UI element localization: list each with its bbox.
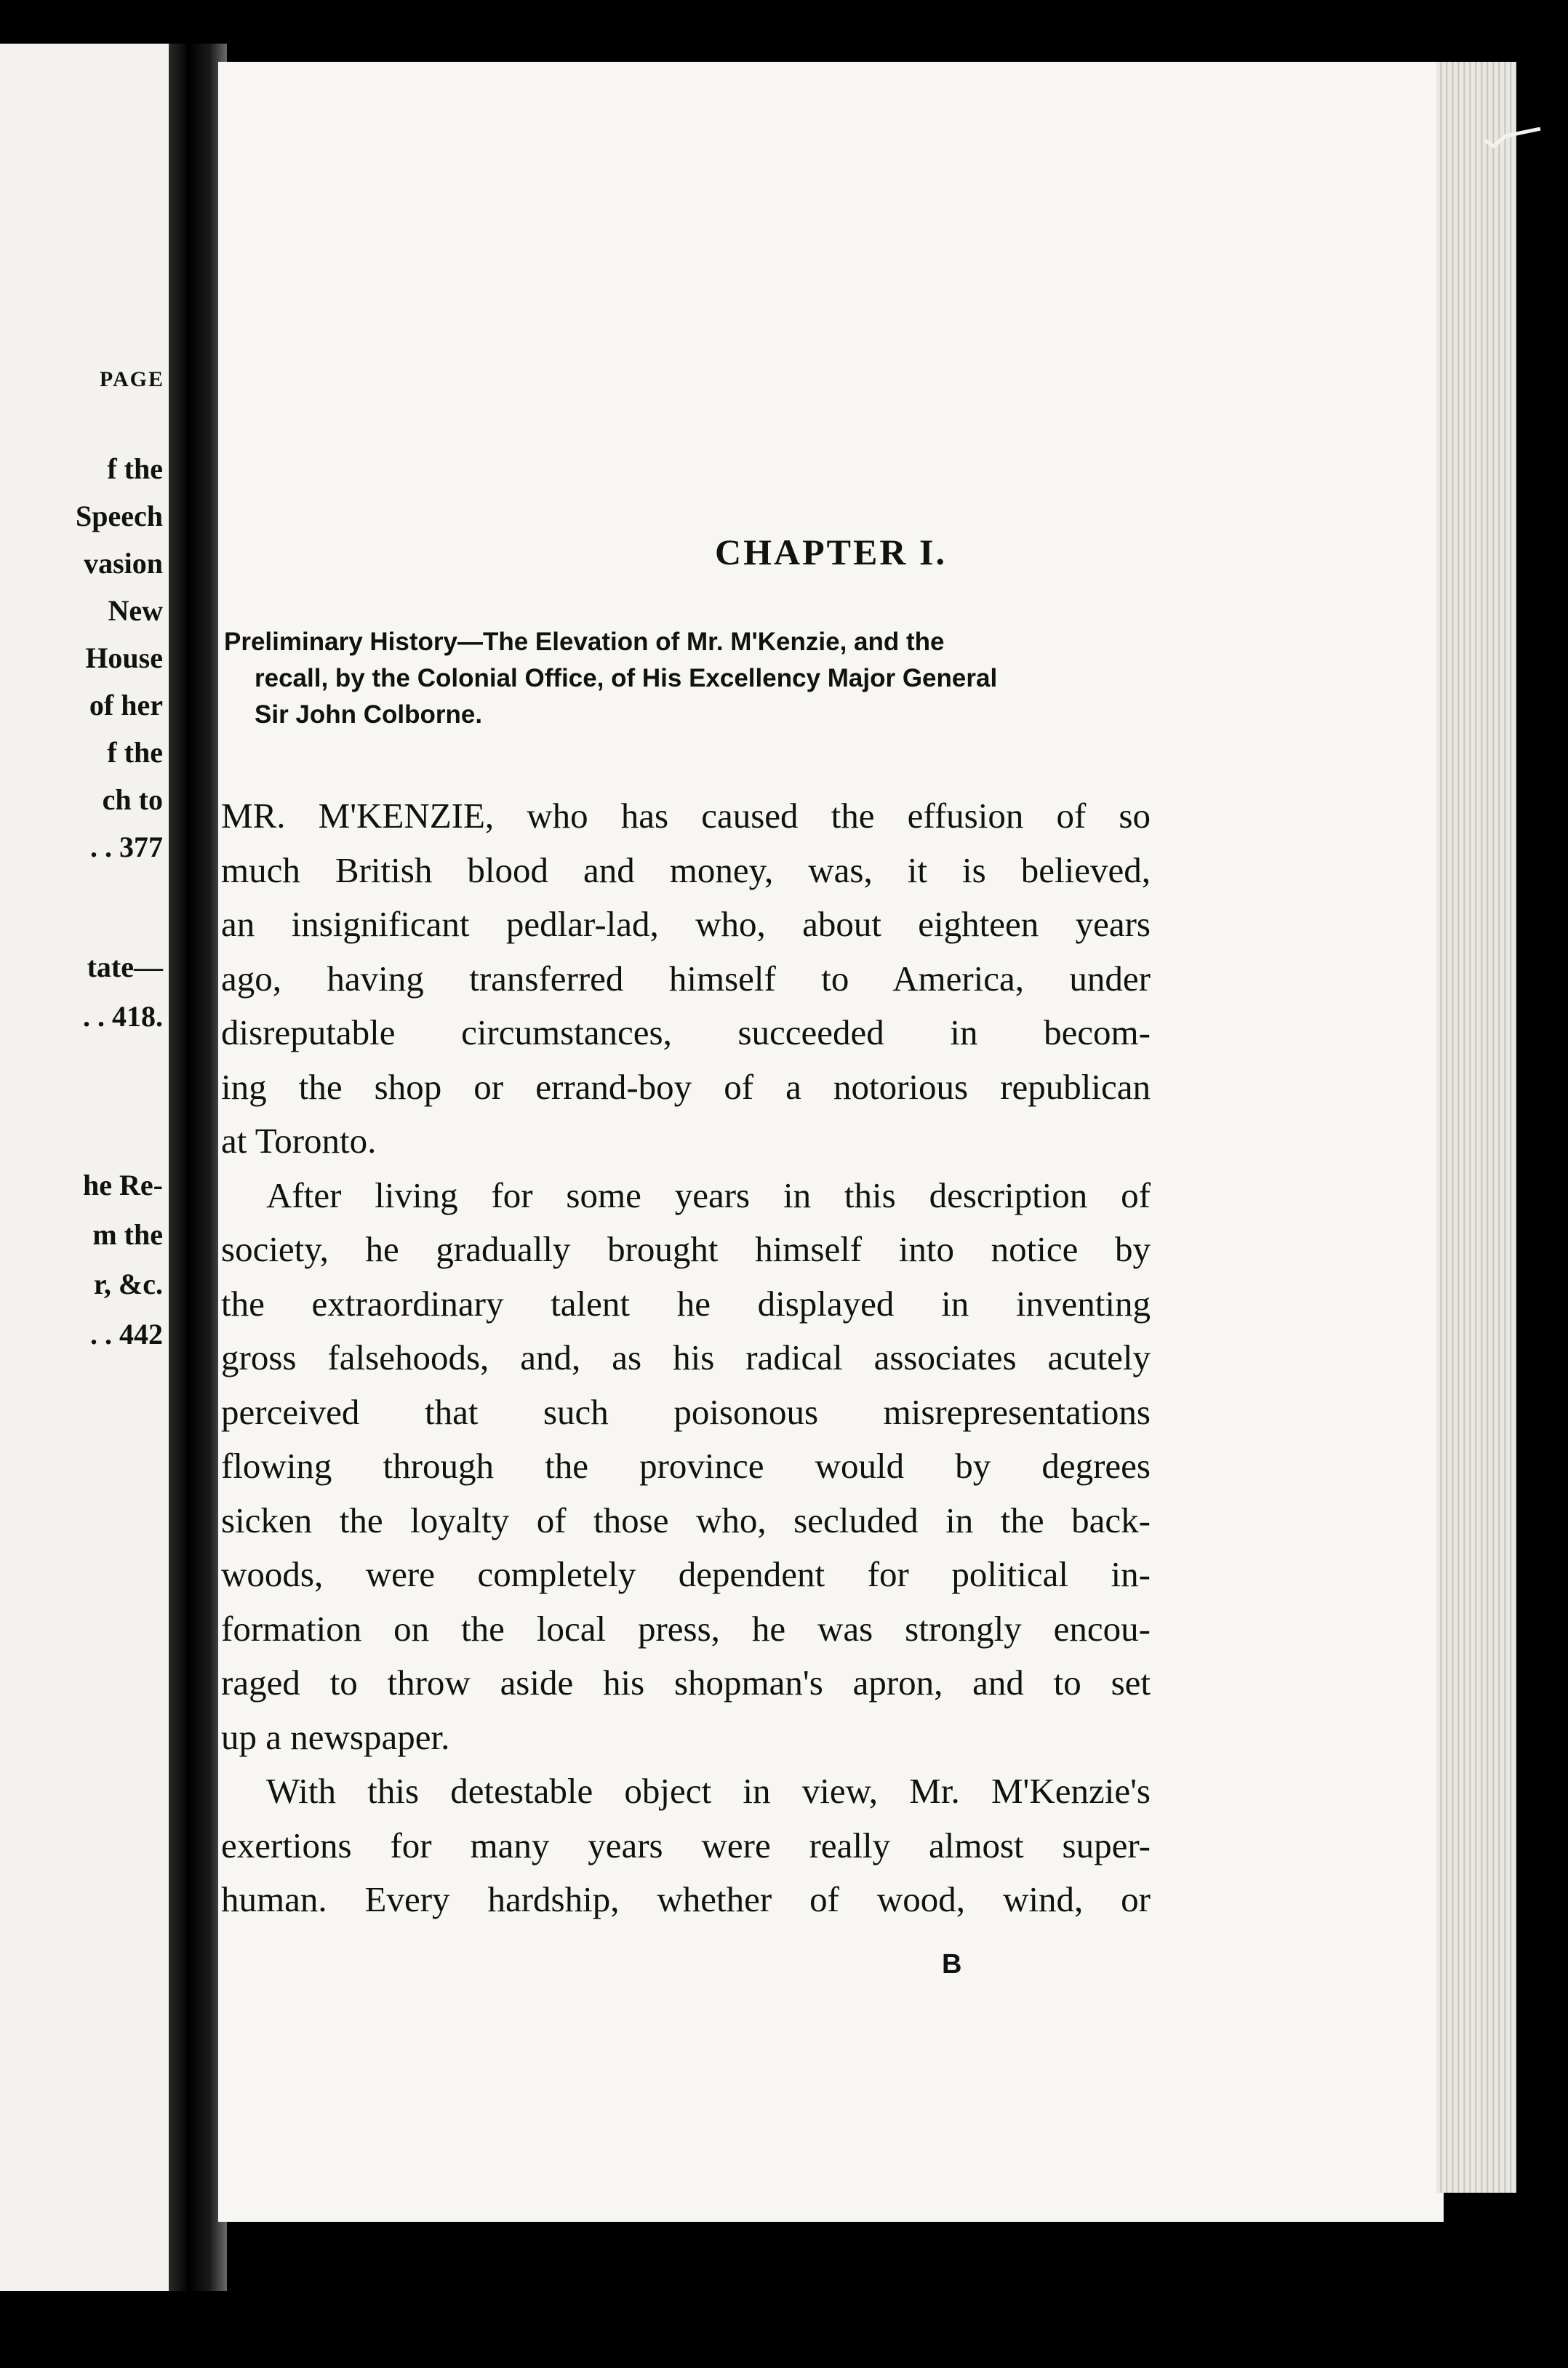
left-page-line: he Re- xyxy=(83,1169,163,1201)
paragraph-line: MR. M'KENZIE, who has caused the effusion of so xyxy=(221,796,1151,836)
page-column-header: PAGE xyxy=(99,367,164,391)
paragraph-line: much British blood and money, was, it is believed, xyxy=(221,849,1151,890)
chapter-heading: CHAPTER I. xyxy=(715,532,947,572)
left-page-line: f the xyxy=(107,736,163,769)
paragraph-line: With this detestable object in view, Mr. M'Kenzie's xyxy=(266,1771,1151,1811)
left-page-line: Speech xyxy=(76,500,163,532)
paragraph-line: After living for some years in this description of xyxy=(266,1175,1151,1215)
paragraph-line: formation on the local press, he was strongly encou- xyxy=(221,1608,1151,1649)
paragraph-line: ago, having transferred himself to America, under xyxy=(221,958,1151,999)
paragraph-line: an insignificant pedlar-lad, who, about eighteen years xyxy=(221,904,1151,944)
left-page-line: r, &c. xyxy=(93,1268,163,1300)
page-edges xyxy=(1436,62,1516,2193)
chapter-summary xyxy=(224,624,1148,733)
paragraph-line: gross falsehoods, and, as his radical associates acutely xyxy=(221,1337,1151,1377)
paragraph-line: raged to throw aside his shopman's apron, and to set xyxy=(221,1663,1151,1703)
left-page-line: . . 442 xyxy=(90,1318,163,1351)
paragraph-line: the extraordinary talent he displayed in inventing xyxy=(221,1283,1151,1324)
paragraph-line: woods, were completely dependent for political in- xyxy=(221,1554,1151,1594)
left-page-line: tate— xyxy=(87,951,163,983)
left-page-line: f the xyxy=(107,452,163,485)
left-page-line: m the xyxy=(92,1218,163,1251)
paragraph-line: disreputable circumstances, succeeded in becom- xyxy=(221,1012,1151,1052)
paragraph-line: up a newspaper. xyxy=(221,1716,450,1757)
paragraph-line: at Toronto. xyxy=(221,1121,377,1161)
paragraph-line: society, he gradually brought himself into notice by xyxy=(221,1229,1151,1269)
paragraph-line: ing the shop or errand-boy of a notorious republican xyxy=(221,1066,1151,1107)
left-page-line: New xyxy=(108,594,163,627)
paragraph-line: exertions for many years were really almost super- xyxy=(221,1825,1151,1865)
signature-mark: B xyxy=(942,1949,962,1980)
left-page-line: vasion xyxy=(84,547,163,580)
paragraph-line: flowing through the province would by degrees xyxy=(221,1446,1151,1486)
previous-page-sliver xyxy=(0,44,169,2291)
summary-line: recall, by the Colonial Office, of His Excellency Major General xyxy=(255,664,998,692)
left-page-line: . . 377 xyxy=(90,831,163,863)
bookmark-tick-icon xyxy=(1484,127,1542,149)
left-page-line: . . 418. xyxy=(83,1000,163,1033)
summary-line: Sir John Colborne. xyxy=(255,700,483,729)
paragraph-line: human. Every hardship, whether of wood, wind, or xyxy=(221,1879,1151,1919)
summary-line: Preliminary History—The Elevation of Mr. M'Kenzie, and the xyxy=(224,628,945,656)
paragraph-line: sicken the loyalty of those who, secluded in the back- xyxy=(221,1500,1151,1540)
left-page-line: of her xyxy=(89,689,163,721)
left-page-line: ch to xyxy=(102,783,163,816)
paragraph-line: perceived that such poisonous misrepresentations xyxy=(221,1391,1151,1432)
body-text xyxy=(221,789,1151,1927)
left-page-line: House xyxy=(85,641,163,674)
